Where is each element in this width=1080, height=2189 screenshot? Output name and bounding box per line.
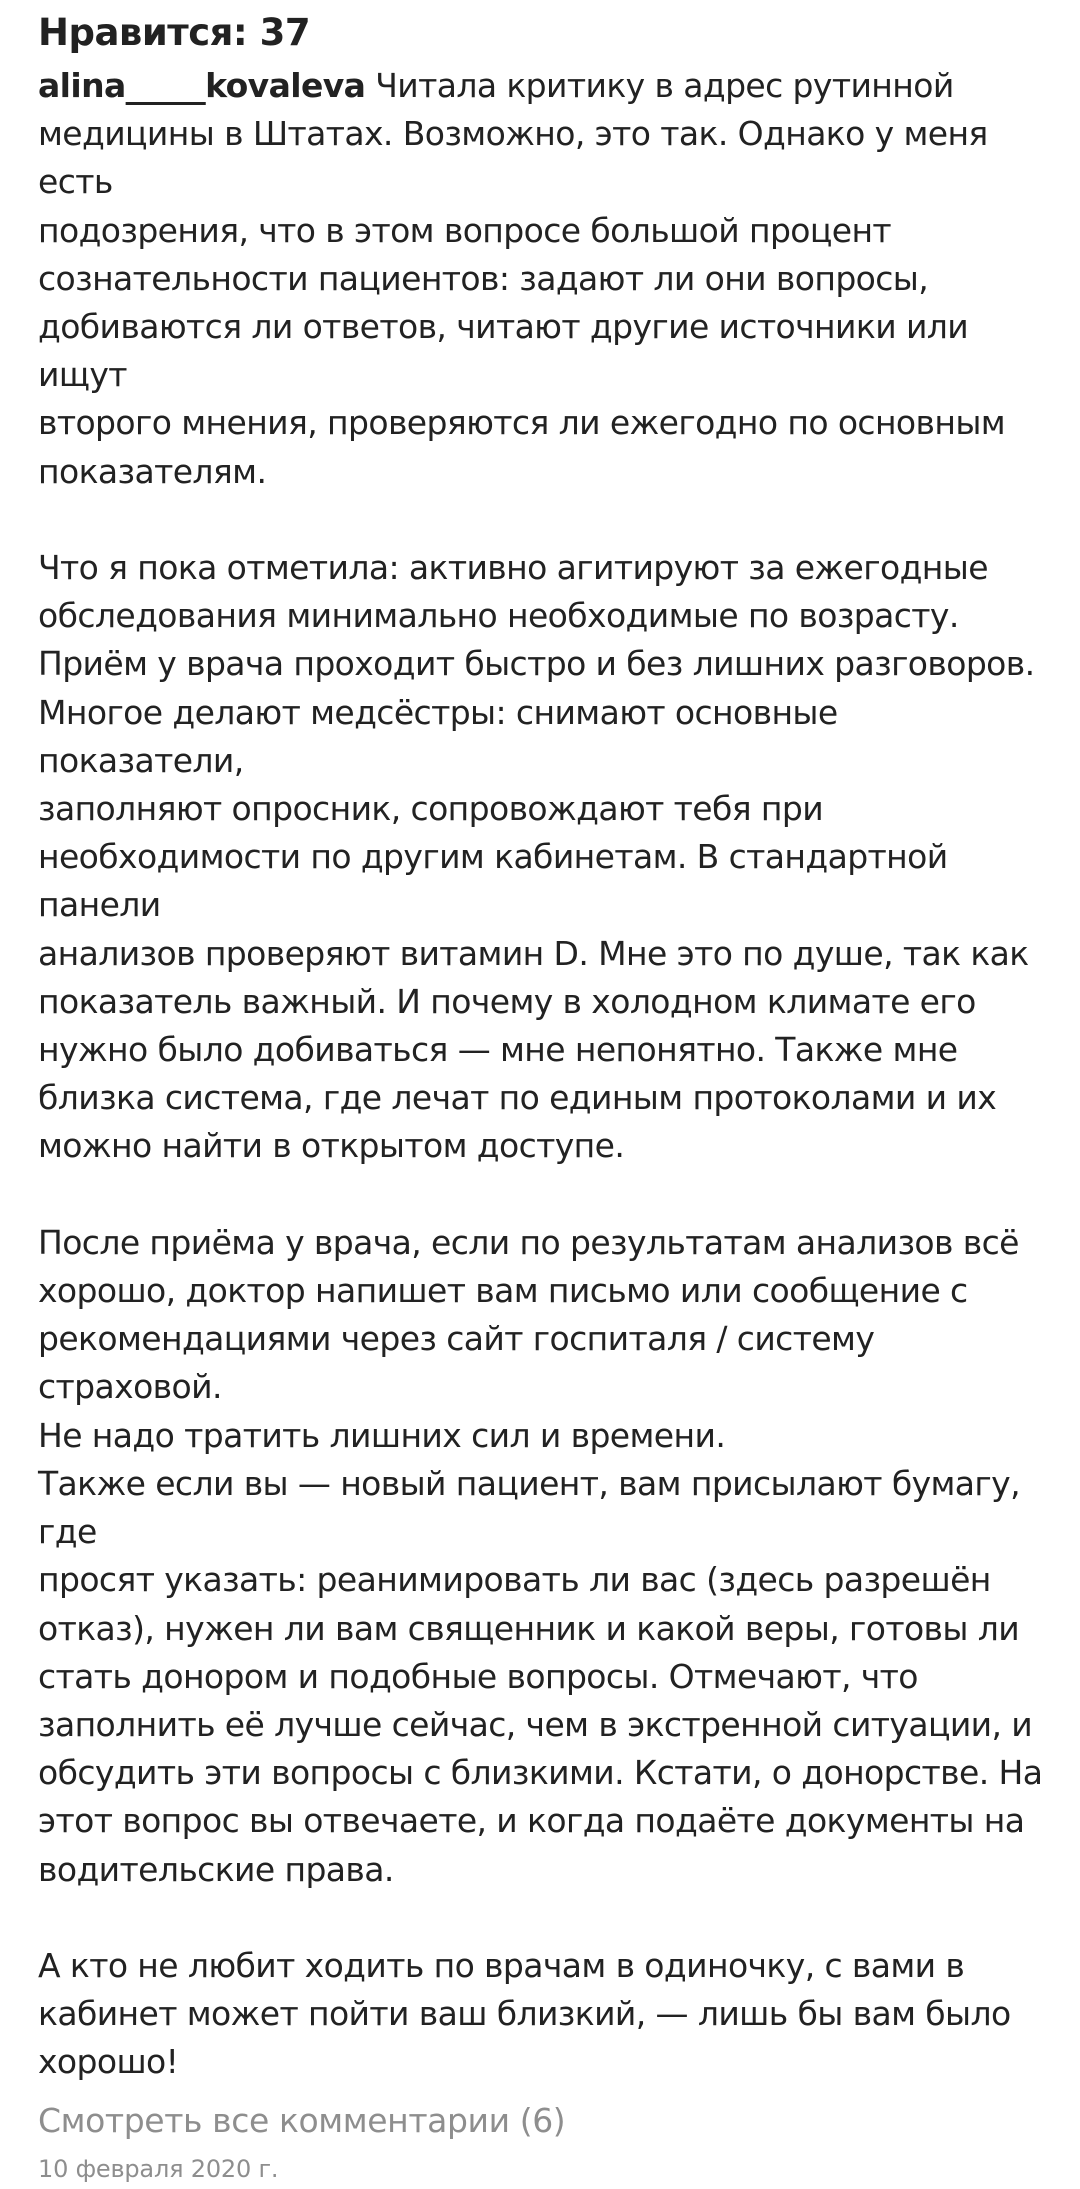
caption-text: Читала критику в адрес рутинной медицины в Штатах. Возможно, это так. Однако у меня есть подозрения, что в этом вопросе большой процент сознательности пациентов: задают ли они вопросы, добиваются ли ответов, читают другие источники или ищут второго мнения, проверяются ли ежегодно по основным показателям. Что я пока отметила: активно агитируют за ежегодные обследования минимально необходимые по возрасту. Приём у врача проходит быстро и без лишних разговоров. Многое делают медсёстры: снимают основные показатели, заполняют опросник, сопровождают тебя при необходимости по другим кабинетам. В стандартной панели анализов проверяют витамин D. Мне это по душе, так как показатель важный. И почему в холодном климате его нужно было добиваться — мне непонятно. Также мне близка система, где лечат по единым протоколами и их можно найти в открытом доступе. После приёма у врача, если по результатам анализов всё хорошо, доктор напишет вам письмо или сообщение с рекомендациями через сайт госпиталя / систему страховой. Не надо тратить лишних сил и времени. Также если вы — новый пациент, вам присылают бумагу, где просят указать: реанимировать ли вас (здесь разрешён отказ), нужен ли вам священник и какой веры, готовы ли стать донором и подобные вопросы. Отмечают, что заполнить её лучше сейчас, чем в экстренной ситуации, и обсудить эти вопросы с близкими. Кстати, о донорстве. На этот вопрос вы отвечаете, и когда подаёте документы на водительские права. А кто не любит ходить по врачам в одиночку, с вами в кабинет может пойти ваш близкий, — лишь бы вам было хорошо! (38, 66, 1043, 2082)
likes-count[interactable]: Нравится: 37 (38, 11, 311, 54)
post-date: 10 февраля 2020 г. (38, 2154, 279, 2183)
post-caption (38, 62, 1048, 2087)
post-details (38, 0, 1048, 2189)
author-username[interactable]: alina_____kovaleva (38, 66, 366, 105)
view-all-comments-link[interactable]: Смотреть все комментарии (6) (38, 2100, 566, 2140)
